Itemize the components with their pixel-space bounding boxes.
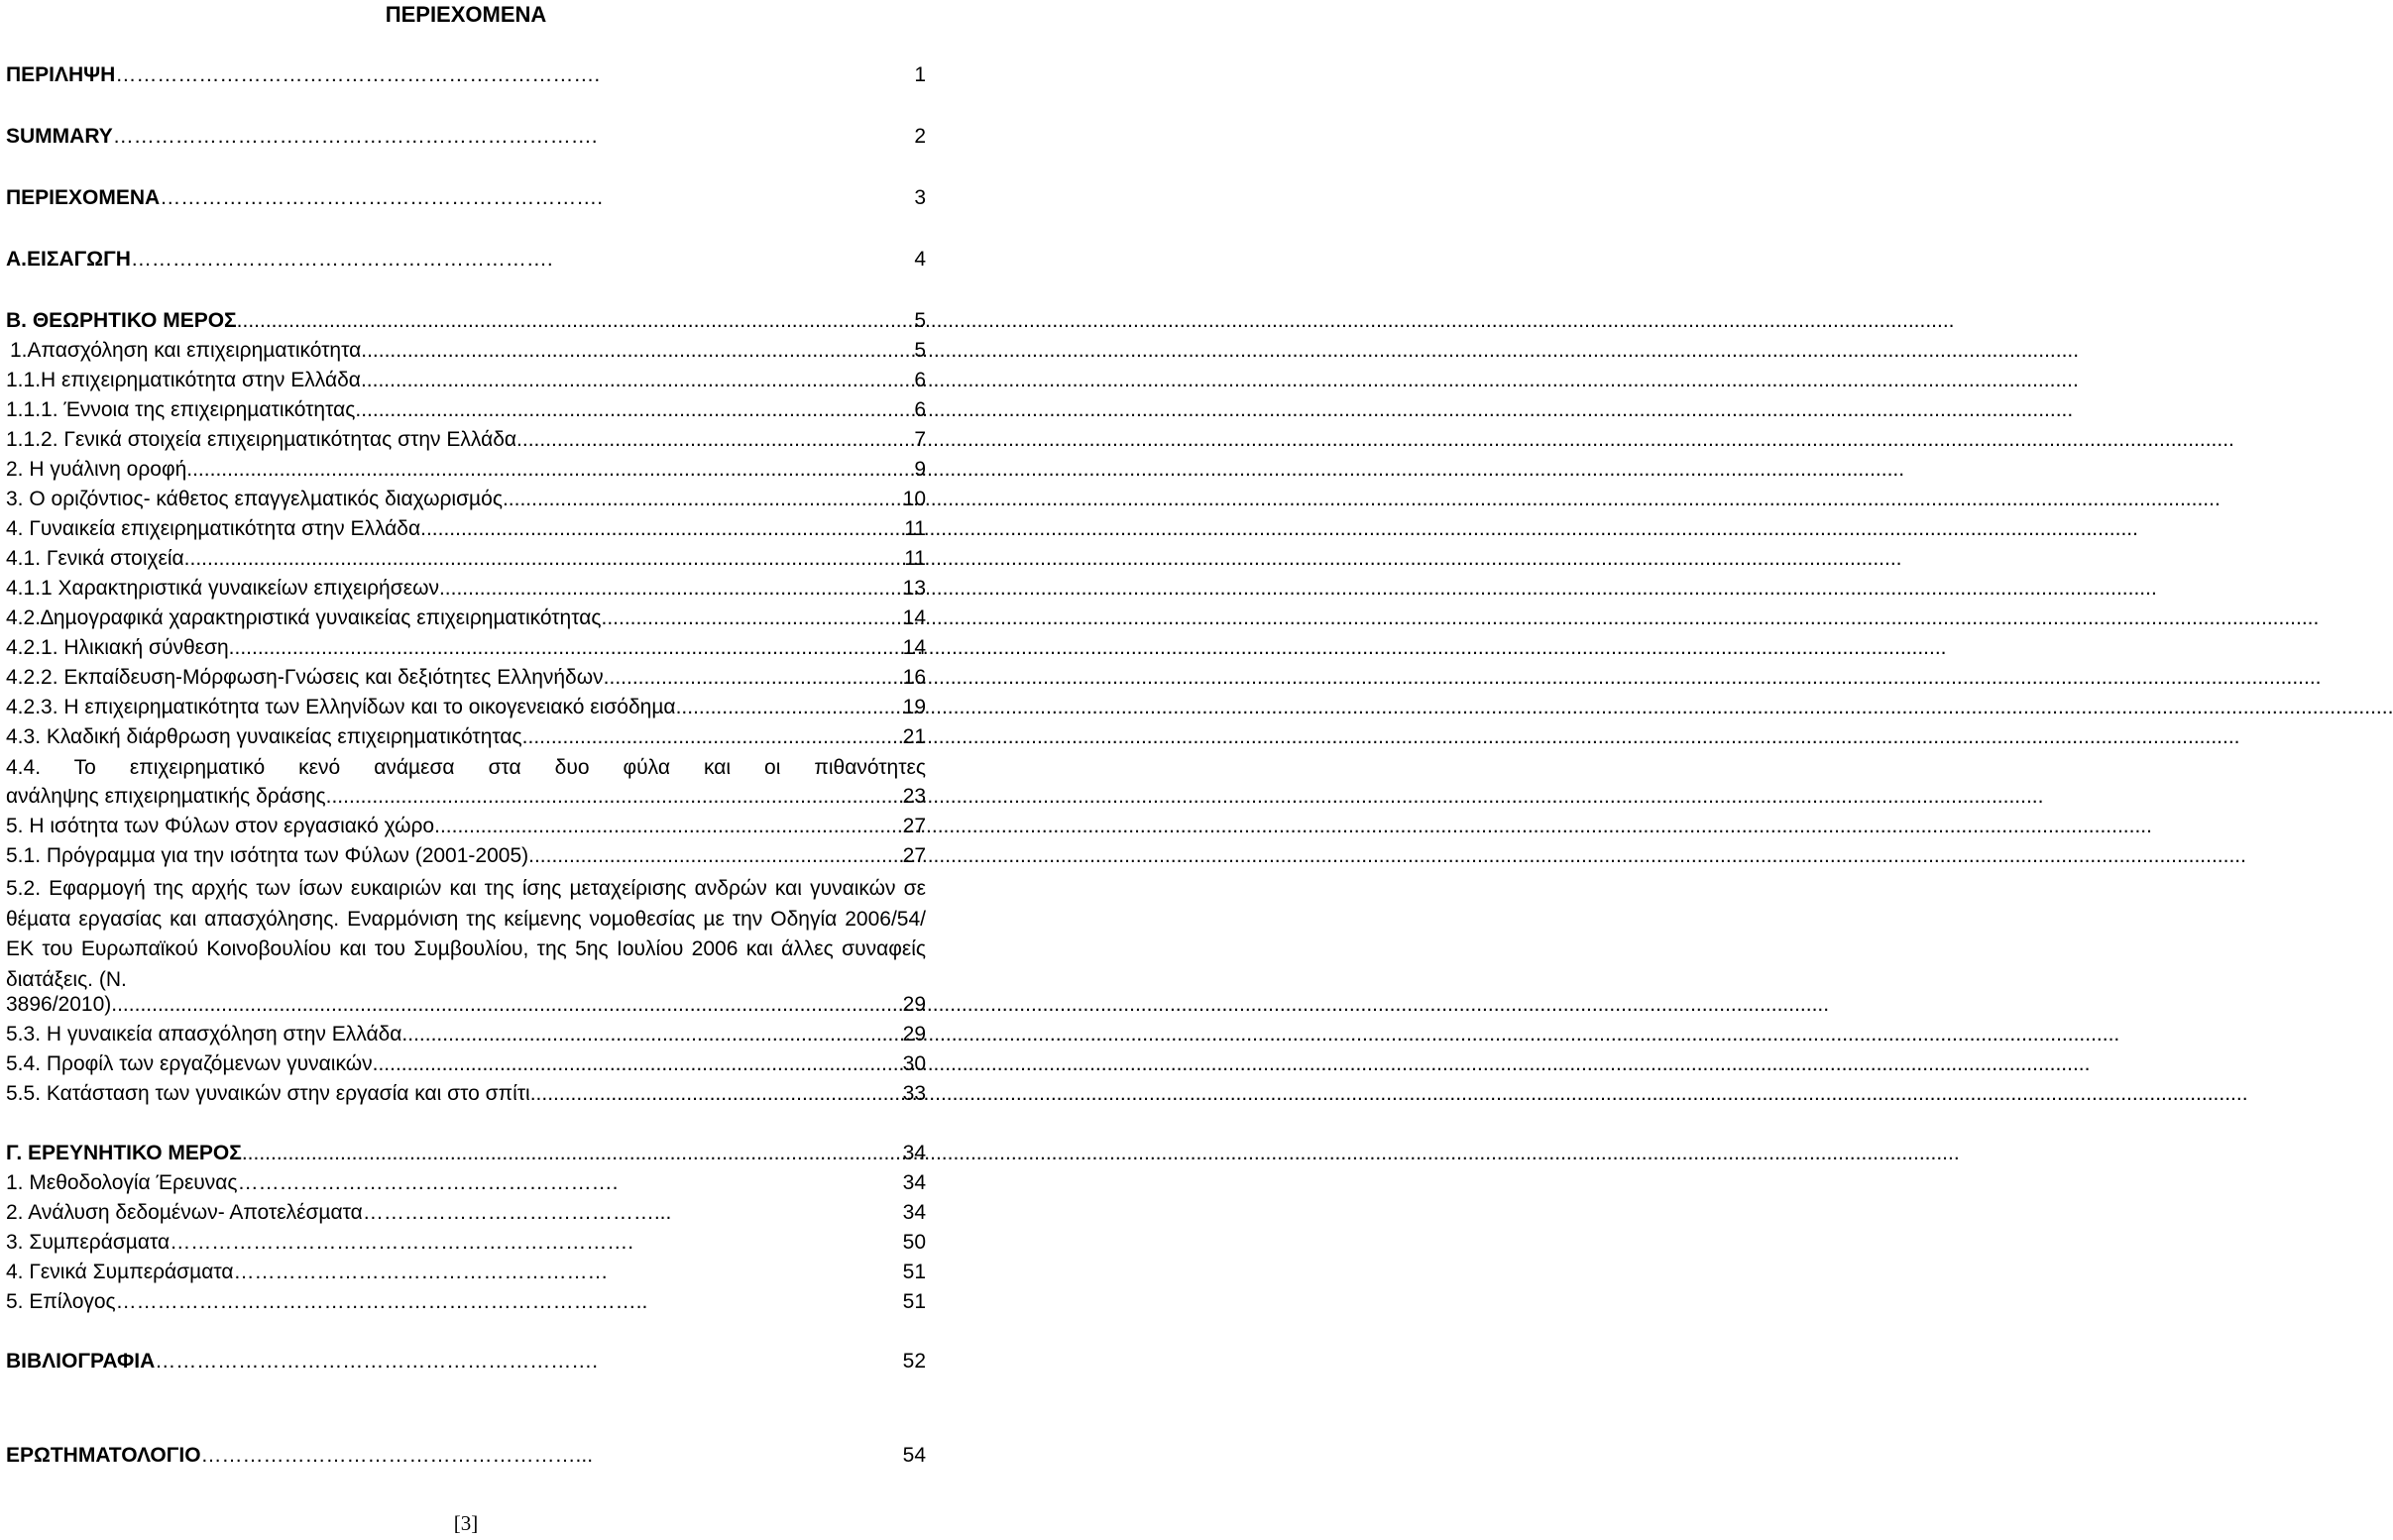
toc-entry: 4.3. Κλαδική διάρθρωση γυναικείας επιχειρηµατικότητας ..... 21 (6, 723, 926, 751)
toc-entry: ΒΙΒΛΙΟΓΡΑΦΙΑ ………………………………………………………. 52 (6, 1350, 926, 1373)
toc-entry: 5.1. Πρόγραµµα για την ισότητα των Φύλων (2001-2005) ..... 27 (6, 842, 926, 870)
toc-page (0, 0, 952, 1540)
toc-entry: 3. Ο οριζόντιος- κάθετος επαγγελµατικός διαχωρισµός ..... 10 (6, 486, 926, 513)
toc-entry: ΠΕΡΙΕΧΟΜΕΝΑ ………………………………………………………. 3 (6, 186, 926, 209)
toc-entry: Β. ΘΕΩΡΗΤΙΚΟ ΜΕΡΟΣ ..... 5 (6, 307, 926, 335)
toc-entry: ΕΡΩΤΗΜΑΤΟΛΟΓΙΟ ………………………………………………... 54 (6, 1444, 926, 1467)
toc-entry: 5.3. Η γυναικεία απασχόληση στην Ελλάδα ..... 29 (6, 1021, 926, 1048)
toc-entry-text: 4.4. Το επιχειρηµατικό κενό ανάµεσα στα δυο φύλα και οι πιθανότητες (6, 756, 926, 779)
toc-entry: 1.1.Η επιχειρηµατικότητα στην Ελλάδα ..... 6 (6, 367, 926, 394)
page-number: [3] (453, 1511, 479, 1535)
toc-entry: 2. Ανάλυση δεδοµένων- Αποτελέσµατα ……………………………………... 34 (6, 1201, 926, 1224)
toc-entry-paragraph: 5.2. Εφαρµογή της αρχής των ίσων ευκαιριών και της ίσης µεταχείρισης ανδρών και γυναικών σε θέµατα εργασίας και απασχόλησης. Εναρµόνιση της κείµενης νοµοθεσίας µε την Οδηγία 2006/54/ΕΚ του Ευρωπαϊκού Κοινοβουλίου και του Συµβουλίου, της 5ης Ιουλίου 2006 και άλλες συναφείς διατάξεις. (Ν. (6, 877, 926, 991)
toc-entry: 4.2.3. Η επιχειρηµατικότητα των Ελληνίδων και το οικογενειακό εισόδηµα ..... 19 (6, 694, 926, 721)
toc-entry: 2. Η γυάλινη οροφή ..... 9 (6, 456, 926, 484)
toc-entry: 4. Γυναικεία επιχειρηµατικότητα στην Ελλάδα ..... 11 (6, 515, 926, 543)
toc-entry: ΠΕΡΙΛΗΨΗ ……………………………………………………………. 1 (6, 63, 926, 86)
page-title: ΠΕΡΙΕΧΟΜΕΝΑ (385, 2, 547, 27)
toc-entry: 1. Μεθοδολογία Έρευνας ………………………………………………. 34 (6, 1171, 926, 1194)
toc-entry: 4.2.∆ηµογραφικά χαρακτηριστικά γυναικείας επιχειρηµατικότητας ..... 14 (6, 605, 926, 632)
toc-entry: 1.Απασχόληση και επιχειρηµατικότητα ..... 5 (6, 337, 926, 365)
toc-entry: 5. Επίλογος ………………………………………………………………….. 51 (6, 1290, 926, 1313)
toc-entry: SUMMARY ……………………………………………………………. 2 (6, 125, 926, 148)
toc-entry: 4.2.2. Εκπαίδευση-Μόρφωση-Γνώσεις και δεξιότητες Ελληνήδων ..... 16 (6, 664, 926, 692)
toc-entry: 4.1. Γενικά στοιχεία ..... 11 (6, 545, 926, 573)
toc-entry: 3. Συµπεράσµατα …………………………………………………………. 50 (6, 1231, 926, 1254)
toc-entry: 5.5. Κατάσταση των γυναικών στην εργασία και στο σπίτι ..... 33 (6, 1080, 926, 1108)
toc-entry: Α.ΕΙΣΑΓΩΓΗ ……………………………………………………. 4 (6, 248, 926, 271)
toc-entry: 1.1.2. Γενικά στοιχεία επιχειρηµατικότητας στην Ελλάδα ..... 7 (6, 426, 926, 454)
toc-entry: ανάληψης επιχειρηµατικής δράσης ..... 23 (6, 783, 926, 811)
toc-entry: 4.1.1 Χαρακτηριστικά γυναικείων επιχειρήσεων ..... 13 (6, 575, 926, 603)
toc-entry: Γ. ΕΡΕΥΝΗΤΙΚΟ ΜΕΡΟΣ ..... 34 (6, 1140, 926, 1167)
toc-entry: 5.4. Προφίλ των εργαζόµενων γυναικών ..... 30 (6, 1050, 926, 1078)
toc-entry: 1.1.1. Έννοια της επιχειρηµατικότητας ..... 6 (6, 396, 926, 424)
toc-entry: 5. Η ισότητα των Φύλων στον εργασιακό χώρο ..... 27 (6, 813, 926, 840)
toc-entry: 3896/2010) ..... 29 (6, 991, 926, 1019)
toc-entry: 4. Γενικά Συµπεράσµατα ……………………………………………… 51 (6, 1261, 926, 1283)
toc-entry: 4.2.1. Ηλικιακή σύνθεση ..... 14 (6, 634, 926, 662)
